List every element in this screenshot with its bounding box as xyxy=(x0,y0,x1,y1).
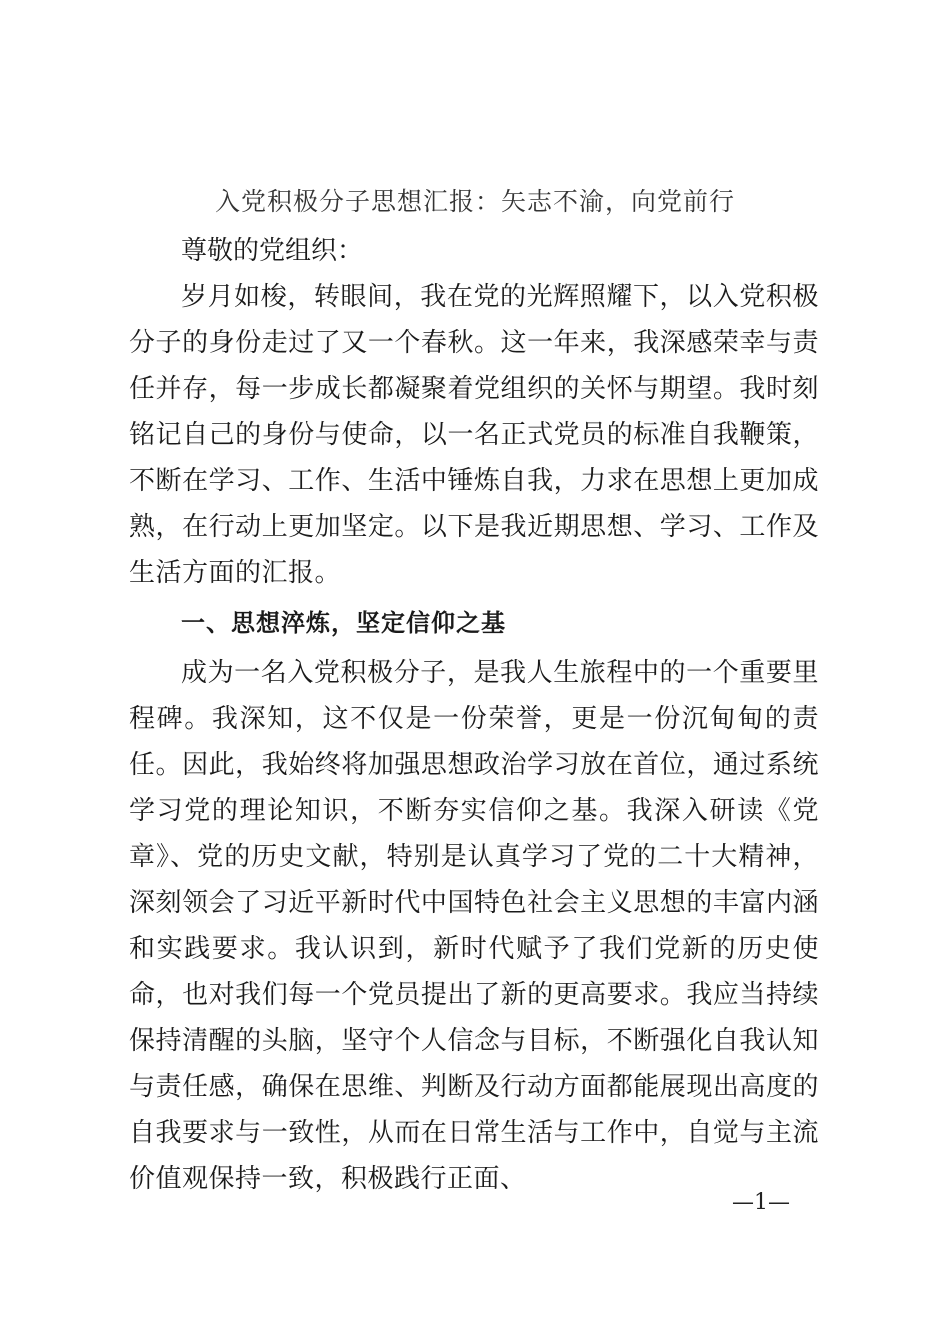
page-number: —1— xyxy=(732,1190,790,1215)
document-body xyxy=(129,228,819,1202)
salutation: 尊敬的党组织： xyxy=(181,236,364,266)
section-1-heading: 一、思想淬炼，坚定信仰之基 xyxy=(181,609,506,637)
document-title: 入党积极分子思想汇报：矢志不渝，向党前行 xyxy=(214,187,735,216)
intro-paragraph: 岁月如梭，转眼间，我在党的光辉照耀下，以入党积极分子的身份走过了又一个春秋。这一年来，我深感荣幸与责任并存，每一步成长都凝聚着党组织的关怀与期望。我时刻铭记自己的身份与使命，以一名正式党员的标准自我鞭策，不断在学习、工作、生活中锤炼自我，力求在思想上更加成熟，在行动上更加坚定。以下是我近期思想、学习、工作及生活方面的汇报。 xyxy=(129,282,819,588)
section-1-paragraph: 成为一名入党积极分子，是我人生旅程中的一个重要里程碑。我深知，这不仅是一份荣誉，更是一份沉甸甸的责任。因此，我始终将加强思想政治学习放在首位，通过系统学习党的理论知识，不断夯实信仰之基。我深入研读《党章》、党的历史文献，特别是认真学习了党的二十大精神，深刻领会了习近平新时代中国特色社会主义思想的丰富内涵和实践要求。我认识到，新时代赋予了我们党新的历史使命，也对我们每一个党员提出了新的更高要求。我应当持续保持清醒的头脑，坚守个人信念与目标，不断强化自我认知与责任感，确保在思维、判断及行动方面都能展现出高度的自我要求与一致性，从而在日常生活与工作中，自觉与主流价值观保持一致，积极践行正面、 xyxy=(129,658,819,1194)
